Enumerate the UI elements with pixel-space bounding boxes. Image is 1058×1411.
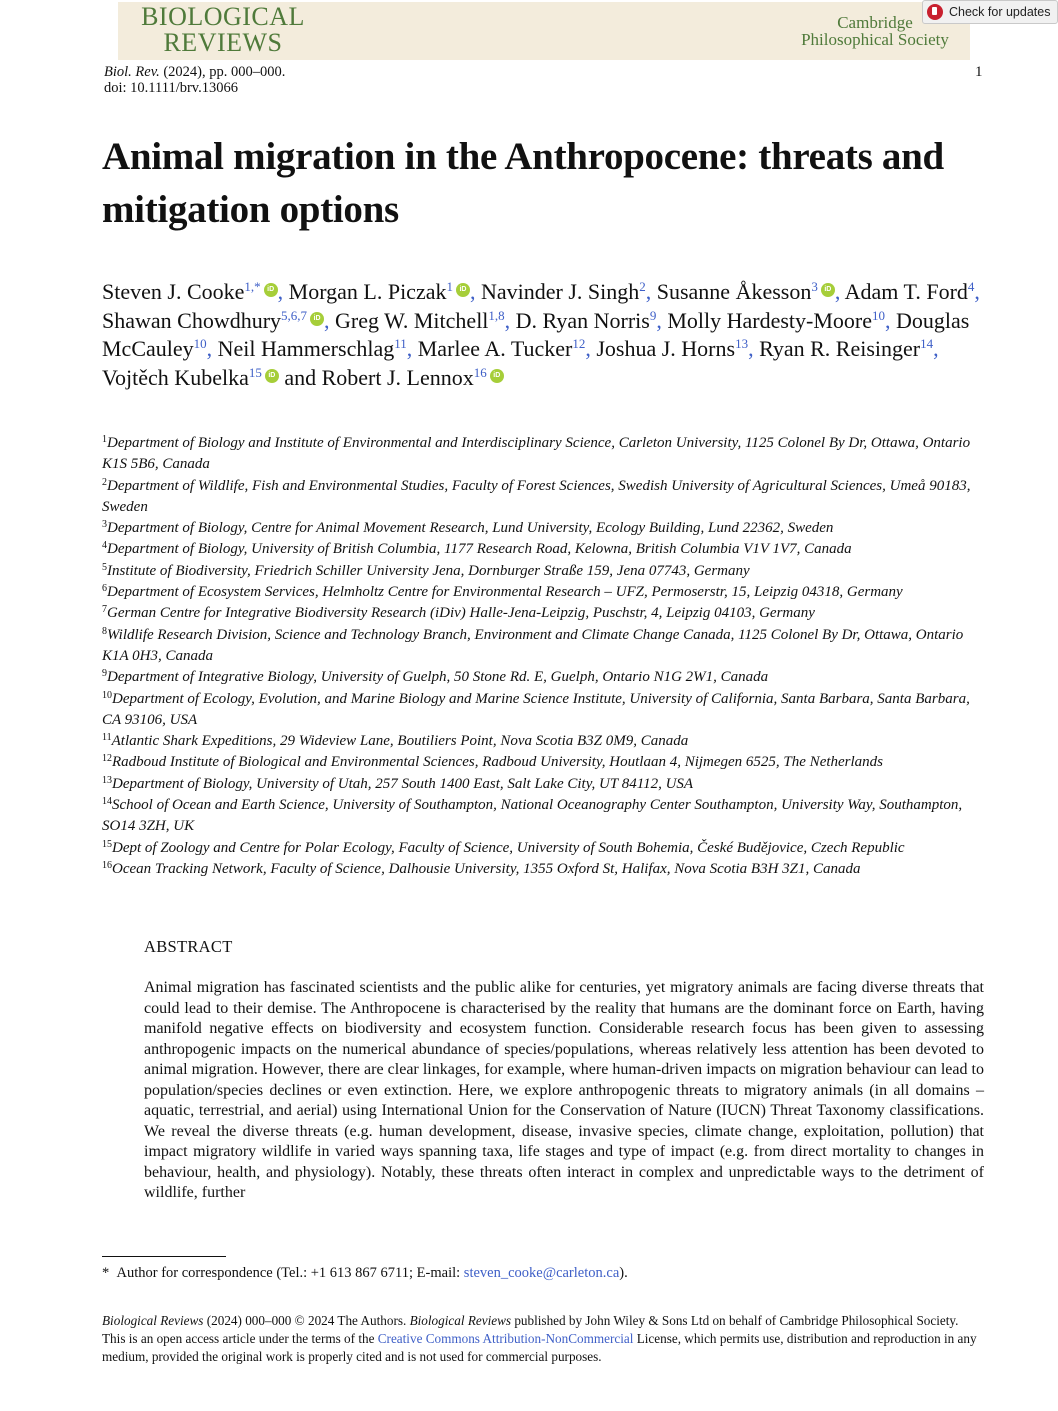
author-item [657, 279, 841, 304]
author-item [845, 279, 980, 304]
author-affiliation-ref[interactable]: 10 [193, 336, 207, 351]
author-affiliation-ref[interactable]: 9 [649, 307, 657, 323]
affiliation-number: 15 [102, 838, 112, 850]
affiliation-item [102, 476, 992, 519]
author-separator: , [277, 279, 284, 304]
author-separator: , [585, 336, 591, 361]
correspondence-footnote [102, 1264, 982, 1282]
author-affiliation-ref[interactable]: 13 [735, 336, 749, 351]
author-separator: , [406, 336, 413, 361]
journal-logo[interactable] [128, 4, 318, 56]
affiliation-text: Department of Biology, University of Utah, 257 South 1400 East, Salt Lake City, UT 84112, USA [112, 775, 694, 792]
affiliation-text: School of Ocean and Earth Science, University of Southampton, National Oceanography Center Southampton, University Way, Southampton, SO14 3ZH, UK [102, 797, 963, 835]
journal-logo-line2: REVIEWS [163, 28, 283, 57]
affiliation-number: 11 [102, 732, 112, 744]
affiliation-text: German Centre for Integrative Biodiversity Research (iDiv) Halle-Jena-Leipzig, Puschstr, 4, Leipzig 04103, Germany [107, 605, 815, 622]
affiliation-item [102, 561, 992, 582]
author-name: Shawan Chowdhury [102, 307, 282, 333]
author-name: Robert J. Lennox [321, 364, 474, 390]
license-journal: Biological Reviews [102, 1313, 204, 1328]
license-statement [102, 1312, 986, 1367]
author-item [289, 279, 476, 304]
author-name: Marlee A. Tucker [417, 336, 573, 361]
author-item [322, 365, 504, 390]
author-item [102, 308, 330, 333]
bookmark-icon [927, 4, 943, 20]
check-for-updates-label: Check for updates [949, 5, 1051, 19]
author-affiliation-ref[interactable]: 1,* [244, 279, 261, 294]
author-affiliation-ref[interactable]: 1 [446, 279, 453, 294]
author-affiliation-ref[interactable]: 15 [248, 364, 262, 380]
affiliation-item [102, 731, 992, 752]
orcid-icon[interactable] [821, 283, 835, 297]
footnote-marker: * [102, 1265, 110, 1281]
affiliation-number: 12 [102, 753, 112, 765]
author-name: Steven J. Cooke [102, 279, 245, 304]
abstract-body: Animal migration has fascinated scientists and the public alike for centuries, yet migratory animals are facing diverse threats that could lead to their demise. The Anthropocene is characterised by the reality that humans are the dominant force on Earth, having manifold negative effects on biodiversity and ecosystem function. Considerable research focus has been given to assessing anthropogenic impacts on the numerical abundance of species/populations, whereas relatively less attention has been devoted to animal migration. However, there are clear linkages, for example, where human-driven impacts on migration behaviour can lead to population/species declines or even extinction. Here, we explore anthropogenic threats to migratory animals (in all domains – aquatic, terrestrial, and aerial) using International Union for the Conservation of Nature (IUCN) Threat Taxonomy classifications. We reveal the diverse threats (e.g. human development, disease, invasive species, climate change, exploitation, pollution) that impact migratory wildlife in varied ways spanning taxa, life stages and type of impact (e.g. from direct mortality to changes in behaviour, health, and physiology). Notably, these threats often interact in complex and unpredictable ways to the detriment of wildlife, further [144, 979, 984, 1201]
author-name: Susanne Åkesson [656, 279, 812, 304]
author-item [596, 336, 753, 361]
page-number: 1 [975, 64, 983, 80]
author-separator: , [504, 307, 511, 333]
license-part1: (2024) 000–000 © 2024 The Authors. [203, 1313, 410, 1328]
affiliation-text: Radboud Institute of Biological and Environmental Sciences, Radboud University, Houtlaan 4, Nijmegen 6525, The Netherlands [112, 754, 884, 771]
author-separator: , [324, 307, 330, 333]
affiliation-number: 14 [102, 796, 112, 808]
article-title: Animal migration in the Anthropocene: threats and mitigation options [102, 135, 944, 231]
journal-logo-line1: BIOLOGICAL [141, 2, 305, 31]
affiliation-number: 13 [102, 774, 112, 786]
author-affiliation-ref[interactable]: 12 [572, 336, 586, 351]
affiliation-item [102, 795, 992, 838]
author-separator: , [834, 279, 841, 304]
license-part4: License, which permits use, distribution and reproduction in any medium, provided the original work is properly cited and is not used for commercial purposes. [102, 1331, 977, 1365]
author-separator: , [933, 336, 939, 361]
license-journal-2: Biological Reviews [409, 1313, 512, 1328]
affiliation-text: Department of Biology and Institute of Environmental and Interdisciplinary Science, Carleton University, 1125 Colonel By Dr, Ottawa, Ontario K1S 5B6, Canada [102, 435, 971, 473]
author-name: Vojtěch Kubelka [102, 364, 249, 390]
orcid-icon[interactable] [456, 283, 470, 297]
society-logo-line2: Philosophical Society [801, 30, 949, 49]
affiliation-item [102, 667, 992, 688]
author-name: Douglas McCauley [102, 307, 970, 361]
affiliation-item [102, 603, 992, 624]
author-separator: , [748, 336, 754, 361]
author-item [667, 308, 890, 333]
affiliation-item [102, 433, 992, 476]
affiliation-text: Wildlife Research Division, Science and Technology Branch, Environment and Climate Change Canada, 1125 Colonel By Dr, Ottawa, Ontario K1A 0H3, Canada [102, 626, 964, 664]
affiliation-item [102, 689, 992, 732]
author-affiliation-ref[interactable]: 2 [639, 279, 646, 294]
orcid-icon[interactable] [490, 369, 504, 383]
affiliation-item [102, 625, 992, 668]
author-separator: and [278, 364, 317, 390]
author-affiliation-ref[interactable]: 1,8 [488, 307, 505, 323]
society-logo-line1: Cambridge [837, 13, 913, 32]
author-name: Navinder J. Singh [480, 279, 640, 304]
license-link[interactable]: Creative Commons Attribution-NonCommercial [377, 1331, 634, 1347]
author-separator: , [974, 279, 980, 304]
affiliation-text: Department of Wildlife, Fish and Environmental Studies, Faculty of Forest Sciences, Swedish University of Agricultural Sciences, Umeå 90183, Sweden [102, 477, 971, 515]
author-name: Adam T. Ford [844, 279, 968, 304]
affiliation-text: Atlantic Shark Expeditions, 29 Wideview Lane, Boutiliers Point, Nova Scotia B3Z 0M9, Canada [111, 733, 689, 750]
author-separator: , [206, 336, 213, 361]
citation-journal: Biol. Rev. [104, 64, 160, 80]
affiliation-item [102, 539, 992, 560]
license-part3: This is an open access article under the terms of the [102, 1331, 378, 1347]
affiliation-text: Department of Ecosystem Services, Helmholtz Centre for Environmental Research – UFZ, Permoserstr, 15, Leipzig 04318, Germany [107, 584, 903, 601]
author-affiliation-ref[interactable]: 5,6,7 [281, 307, 308, 323]
footnote-end: ). [619, 1265, 628, 1281]
affiliation-number: 4 [102, 540, 107, 552]
affiliation-text: Ocean Tracking Network, Faculty of Science, Dalhousie University, 1355 Oxford St, Halifax, Nova Scotia B3H 3Z1, Canada [112, 860, 861, 877]
affiliation-number: 3 [102, 519, 107, 531]
orcid-icon[interactable] [310, 312, 324, 326]
author-item [418, 336, 591, 361]
license-part2: published by John Wiley & Sons Ltd on behalf of Cambridge Philosophical Society. [511, 1313, 959, 1328]
affiliation-item [102, 582, 992, 603]
author-name: Morgan L. Piczak [288, 279, 447, 304]
affiliation-item [102, 752, 992, 773]
author-item [516, 308, 662, 333]
author-separator: , [469, 279, 476, 304]
affiliation-number: 1 [102, 434, 107, 445]
affiliation-text: Department of Integrative Biology, University of Guelph, 50 Stone Rd. E, Guelph, Ontario N1G 2W1, Canada [107, 669, 769, 686]
affiliation-number: 2 [102, 476, 107, 488]
affiliation-text: Department of Ecology, Evolution, and Marine Biology and Marine Science Institute, University of California, Santa Barbara, Santa Barbara, CA 93106, USA [102, 690, 970, 728]
author-name: Molly Hardesty-Moore [667, 307, 873, 333]
footnote-divider [102, 1256, 226, 1257]
author-affiliation-ref[interactable]: 11 [394, 336, 407, 351]
author-item [759, 336, 939, 361]
affiliation-number: 10 [102, 689, 112, 701]
affiliation-number: 6 [102, 583, 107, 595]
affiliation-item [102, 838, 992, 859]
citation [104, 64, 285, 81]
author-name: Ryan R. Reisinger [759, 336, 921, 361]
affiliation-text: Institute of Biodiversity, Friedrich Schiller University Jena, Dornburger Straße 159, Jena 07743, Germany [107, 562, 750, 579]
affiliation-text: Department of Biology, Centre for Animal Movement Research, Lund University, Ecology Building, Lund 22362, Sweden [107, 520, 834, 537]
author-name: Neil Hammerschlag [217, 336, 395, 361]
orcid-icon[interactable] [265, 369, 279, 383]
affiliation-text: Department of Biology, University of British Columbia, 1177 Research Road, Kelowna, British Columbia V1V 1V7, Canada [107, 541, 852, 558]
affiliation-item [102, 774, 992, 795]
abstract-heading: ABSTRACT [144, 937, 233, 956]
affiliation-number: 16 [102, 859, 112, 871]
author-name: Greg W. Mitchell [335, 307, 489, 333]
affiliation-item [102, 518, 992, 539]
author-affiliation-ref[interactable]: 4 [967, 279, 975, 294]
affiliation-item [102, 859, 992, 880]
affiliation-number: 8 [102, 625, 107, 637]
doi[interactable]: doi: 10.1111/brv.13066 [104, 80, 238, 96]
affiliation-list [102, 433, 992, 880]
author-item [335, 308, 510, 333]
affiliation-number: 7 [102, 604, 107, 616]
author-item [102, 279, 283, 304]
check-for-updates-button[interactable] [922, 0, 1058, 24]
affiliation-number: 9 [102, 668, 107, 680]
author-affiliation-ref[interactable]: 14 [920, 336, 934, 351]
citation-rest: (2024), pp. 000–000. [159, 64, 286, 80]
author-name: Joshua J. Horns [596, 336, 736, 361]
author-item [102, 365, 316, 390]
orcid-icon[interactable] [264, 283, 278, 297]
author-affiliation-ref[interactable]: 16 [473, 364, 487, 380]
author-affiliation-ref[interactable]: 10 [872, 307, 886, 323]
author-separator: , [645, 279, 652, 304]
author-item [481, 279, 651, 304]
affiliation-number: 5 [102, 561, 107, 573]
author-separator: , [885, 307, 891, 333]
author-item [218, 336, 413, 361]
author-name: D. Ryan Norris [515, 307, 650, 333]
author-list [102, 278, 1002, 392]
affiliation-text: Dept of Zoology and Centre for Polar Ecology, Faculty of Science, University of South Bohemia, České Budějovice, Czech Republic [112, 839, 905, 856]
correspondence-email-link[interactable]: steven_cooke@carleton.ca [463, 1265, 620, 1281]
footnote-text: Author for correspondence (Tel.: +1 613 867 6711; E-mail: [116, 1265, 464, 1281]
author-separator: , [656, 307, 662, 333]
author-affiliation-ref[interactable]: 3 [811, 279, 818, 294]
